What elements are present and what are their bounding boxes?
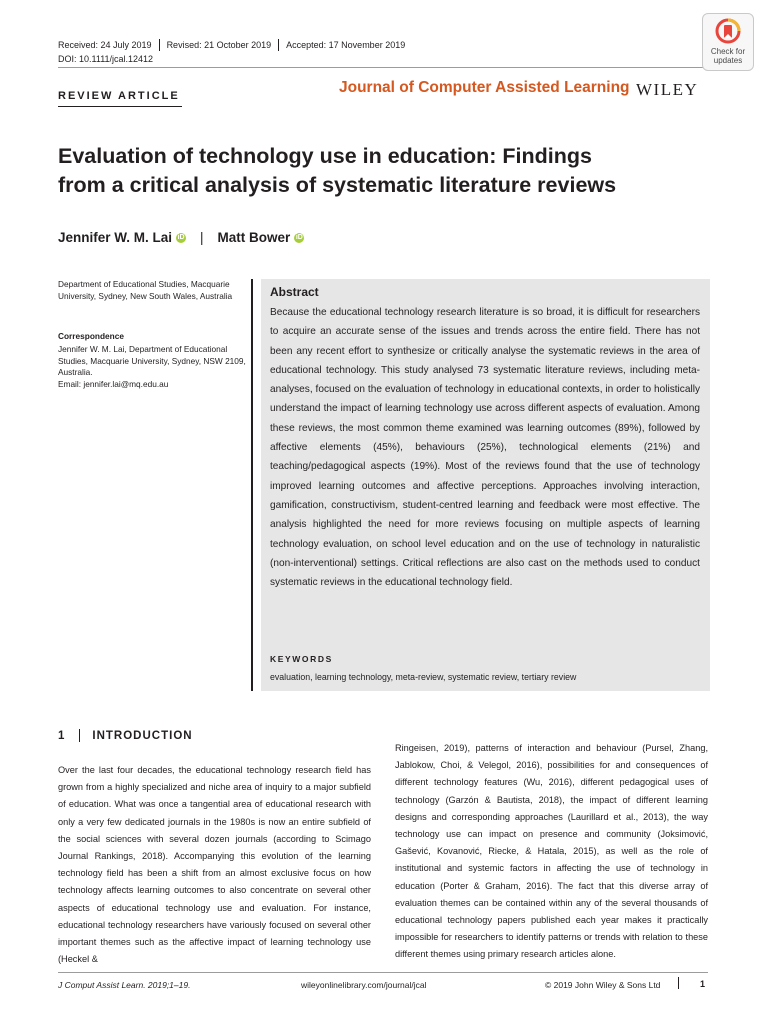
- affiliation: Department of Educational Studies, Macquarie University, Sydney, New South Wales, Australia: [58, 279, 233, 301]
- keywords-heading: KEYWORDS: [270, 654, 333, 664]
- author-list: [58, 230, 304, 245]
- page-number: 1: [700, 979, 706, 989]
- orcid-icon[interactable]: iD: [295, 233, 303, 241]
- author-separator: |: [200, 230, 204, 245]
- column-divider: [251, 279, 253, 691]
- footer-url[interactable]: wileyonlinelibrary.com/journal/jcal: [301, 980, 427, 990]
- abstract-text: Because the educational technology research literature is so broad, it is difficult for researchers to acquire an accurate sense of the issues and trends across the entire field. There has not been any recent effort to synthesize or critically analyse the systematic reviews in the area of educational technology. This study analysed 73 systematic literature reviews, including meta-analyses, focused on the evaluation of technology in educational contexts, in order to holistically understand the impact of learning technology use across different aspects of evaluation. Among these reviews, the most common theme examined was learning outcomes (89%), followed by affective elements (45%), behaviours (25%), technological elements (21%) and teaching/pedagogical aspects (19%). Most of the reviews found that the use of technology improved learning outcomes and affective perceptions. Approaches involving interaction, gamification, constructivism, student-centred learning and feedback were most effective. The analysis highlighted the need for more reviews focusing on multiple aspects of learning technology evaluation, on school level education and on the use of technology in naturalistic (non-interventional) settings. Critical reflections are also cast on the methods used to conduct systematic reviews in the educational technology field.: [270, 307, 700, 589]
- section-divider: [79, 729, 80, 742]
- article-history: [58, 38, 405, 52]
- keywords-list: evaluation, learning technology, meta-review, systematic review, tertiary review: [270, 672, 577, 682]
- divider: [159, 39, 160, 51]
- section-number: 1: [58, 729, 66, 742]
- journal-name[interactable]: Journal of Computer Assisted Learning: [339, 79, 630, 96]
- footer-rule: [58, 972, 708, 973]
- header-rule: [58, 67, 708, 68]
- check-for-updates-label: Check for updates: [710, 47, 746, 65]
- section-title: INTRODUCTION: [92, 729, 193, 742]
- article-title: Evaluation of technology use in education: Findings from a critical analysis of systematic literature reviews: [58, 144, 617, 197]
- author-name[interactable]: Matt Bower: [217, 230, 291, 245]
- footer-copyright: © 2019 John Wiley & Sons Ltd: [545, 980, 661, 990]
- article-type-underline: [58, 106, 182, 107]
- revised-date: Revised: 21 October 2019: [166, 40, 272, 50]
- footer-divider: [678, 977, 679, 989]
- accepted-date: Accepted: 17 November 2019: [286, 40, 406, 50]
- divider: [278, 39, 279, 51]
- correspondence-details: Jennifer W. M. Lai, Department of Educational Studies, Macquarie University, Sydney, NSW 2109, Australia. Email: jennifer.lai@mq.edu.au: [58, 344, 246, 389]
- footer-citation: J Comput Assist Learn. 2019;1–19.: [58, 980, 191, 990]
- article-type: REVIEW ARTICLE: [58, 90, 180, 102]
- received-date: Received: 24 July 2019: [58, 40, 152, 50]
- abstract-heading: Abstract: [270, 285, 319, 299]
- section-heading: [58, 729, 193, 742]
- check-for-updates-button[interactable]: [702, 13, 754, 71]
- body-text-right-column: Ringeisen, 2019), patterns of interaction and behaviour (Pursel, Zhang, Jablokow, Choi, & Velegol, 2016), possibilities for and consequences of different technology features (Wu, 2016), different pedagogical uses of technology (Garzón & Bautista, 2018), the impact of different learning designs and corresponding approaches (Laurillard et al., 2013), the way technology use can impact on presence and community (Joksimović, Gašević, Kovanović, Riecke, & Hatala, 2015), as well as the role of institutional and systemic factors in affecting the use of technology in education (Porter & Graham, 2016). The fact that this diverse array of evaluation themes can be contained within any of the several thousands of educational technology papers published each year makes it practically impossible for researchers to identify patterns or trends with relation to these different themes using primary research articles alone.: [395, 743, 708, 960]
- orcid-icon[interactable]: iD: [177, 233, 185, 241]
- doi-link[interactable]: DOI: 10.1111/jcal.12412: [58, 54, 154, 64]
- body-text-left-column: Over the last four decades, the educational technology research field has grown from a highly specialized and niche area of inquiry to a major subfield of education. What was once a tangential area of educational research with only a very few dedicated journals in the 1980s is now an entire subfield of the social sciences with several dozen journals (according to Scimago Journal Rankings, 2018). Accompanying this evolution of the learning technology field has been a shift from an almost exclusive focus on how technology affects learning outcomes to also concentrate on several other aspects of educational technology use and evaluation. For instance, educational technology researchers have variously focused on several other important themes such as the affective impact of learning technology use (Heckel &: [58, 765, 371, 965]
- correspondence-heading: Correspondence: [58, 331, 124, 341]
- correspondence-email[interactable]: Email: jennifer.lai@mq.edu.au: [58, 378, 169, 389]
- check-for-updates-icon: [715, 18, 741, 46]
- author-name[interactable]: Jennifer W. M. Lai: [58, 230, 173, 245]
- publisher-logo[interactable]: WILEY: [636, 80, 699, 99]
